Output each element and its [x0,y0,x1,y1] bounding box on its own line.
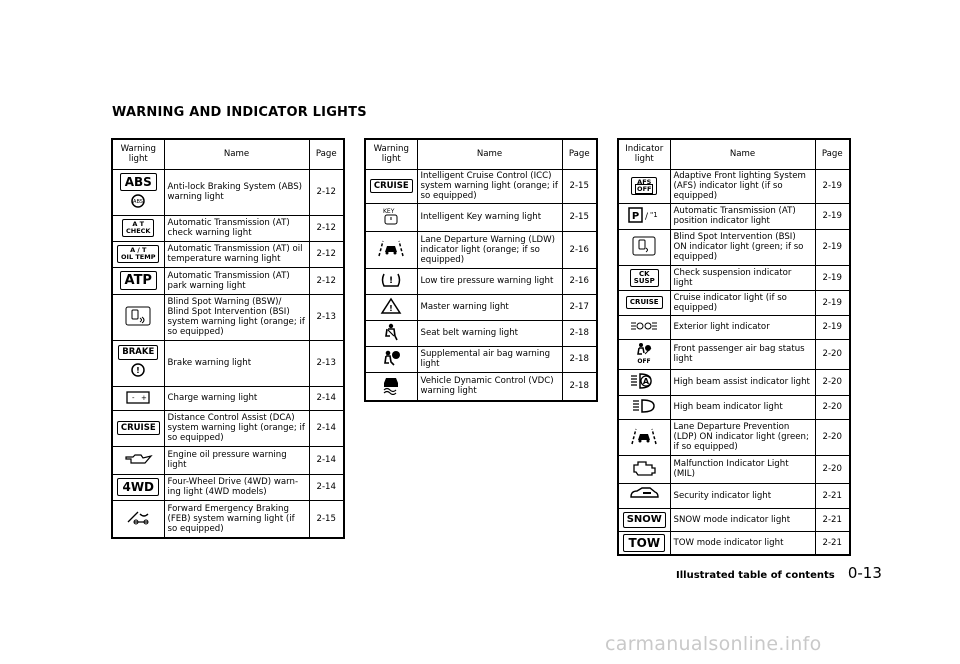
svg-text:OFF: OFF [637,357,651,364]
table-header-row [618,139,850,169]
page-footer [676,563,882,582]
row-page: 2-14 [309,410,344,446]
row-page: 2-18 [562,372,597,401]
table-row [112,410,344,446]
page-title: WARNING AND INDICATOR LIGHTS [112,105,367,120]
table-row [618,265,850,290]
warning-lights-table-2 [364,138,598,402]
svg-text:A: A [643,376,650,386]
row-page: 2-19 [815,229,850,265]
watermark: carmanualsonline.info [605,633,822,655]
row-name: Distance Control Assist (DCA) system warning light (orange; if so equipped) [164,410,309,446]
row-page: 2-15 [562,203,597,231]
row-name: Intelligent Key warning light [417,203,562,231]
at-oil-temp-icon: A / T OIL TEMP [112,241,164,267]
table-row [112,474,344,500]
table-row [112,500,344,538]
passenger-airbag-off-icon [618,339,670,369]
table-row [365,169,597,203]
row-page: 2-12 [309,241,344,267]
at-check-icon: A T CHECK [112,215,164,241]
row-name: Security indicator light [670,483,815,508]
seat-belt-icon [365,320,417,346]
row-page: 2-21 [815,531,850,555]
row-name: Cruise indicator light (if so equipped) [670,290,815,315]
header-name: Name [670,139,815,169]
table-row [365,203,597,231]
row-name: Charge warning light [164,386,309,410]
row-page: 2-12 [309,215,344,241]
row-name: Check suspension indicator light [670,265,815,290]
row-page: 2-20 [815,455,850,483]
row-page: 2-16 [562,268,597,294]
vdc-icon [365,372,417,401]
row-page: 2-12 [309,267,344,294]
table-header-row [112,139,344,169]
row-name: Automatic Transmission (AT) position indicator light [670,203,815,229]
indicator-lights-table [617,138,851,556]
row-name: Blind Spot Warning (BSW)/ Blind Spot Intervention (BSI) system warning light (orange; if so equipped) [164,294,309,340]
high-beam-icon [618,395,670,419]
row-name: Exterior light indicator [670,315,815,339]
snow-icon: SNOW [618,508,670,531]
row-name: Intelligent Cruise Control (ICC) system warning light (orange; if so equipped) [417,169,562,203]
table-row [365,320,597,346]
4wd-icon: 4WD [112,474,164,500]
feb-icon [112,500,164,538]
row-name: Master warning light [417,294,562,320]
at-position-icon [618,203,670,229]
svg-text:ABS: ABS [133,198,144,205]
row-name: Seat belt warning light [417,320,562,346]
cruise-icon: CRUISE [618,290,670,315]
row-name: Adaptive Front lighting System (AFS) indicator light (if so equipped) [670,169,815,203]
security-car-icon [618,483,670,508]
warning-lights-table-1 [111,138,345,539]
row-name: Automatic Transmission (AT) park warning light [164,267,309,294]
svg-text:P: P [632,210,640,222]
svg-text:/: / [645,211,649,222]
master-warning-icon [365,294,417,320]
table-row [618,290,850,315]
table-header-row [365,139,597,169]
table-row [365,231,597,268]
row-page: 2-17 [562,294,597,320]
brake-icon: BRAKE ! [112,340,164,386]
row-name: Blind Spot Intervention (BSI) ON indicator light (green; if so equipped) [670,229,815,265]
table-row [365,294,597,320]
table-row [112,169,344,215]
row-name: Front passenger air bag status light [670,339,815,369]
table-row [112,215,344,241]
table-row [618,531,850,555]
row-page: 2-21 [815,508,850,531]
row-page: 2-18 [562,320,597,346]
row-page: 2-19 [815,169,850,203]
header-light: Indicator light [618,139,670,169]
ck-susp-icon: CK SUSP [618,265,670,290]
bsi-on-icon [618,229,670,265]
footer-title: Illustrated table of contents [676,570,835,581]
svg-text:!: ! [136,365,141,375]
row-page: 2-14 [309,386,344,410]
row-page: 2-19 [815,290,850,315]
row-page: 2-20 [815,369,850,395]
key-icon [365,203,417,231]
row-name: High beam indicator light [670,395,815,419]
row-page: 2-15 [309,500,344,538]
row-page: 2-19 [815,265,850,290]
row-name: Engine oil pressure warning light [164,446,309,474]
row-name: Four-Wheel Drive (4WD) warn-ing light (4WD models) [164,474,309,500]
row-page: 2-18 [562,346,597,372]
header-name: Name [164,139,309,169]
svg-text:!: ! [389,303,394,313]
row-name: TOW mode indicator light [670,531,815,555]
row-name: Lane Departure Prevention (LDP) ON indicator light (green; if so equipped) [670,419,815,455]
table-row [618,203,850,229]
table-row [618,339,850,369]
cruise-icon: CRUISE [365,169,417,203]
table-row [618,315,850,339]
table-row [618,169,850,203]
afs-off-icon: AFS OFF [618,169,670,203]
row-page: 2-19 [815,315,850,339]
row-name: High beam assist indicator light [670,369,815,395]
table-row [365,372,597,401]
table-row [112,241,344,267]
row-page: 2-16 [562,231,597,268]
lane-departure-icon [365,231,417,268]
tire-pressure-icon [365,268,417,294]
row-page: 2-21 [815,483,850,508]
abs-icon: ABS ABS [112,169,164,215]
oil-can-icon [112,446,164,474]
row-name: Malfunction Indicator Light (MIL) [670,455,815,483]
row-page: 2-15 [562,169,597,203]
high-beam-assist-icon [618,369,670,395]
table-row [112,446,344,474]
cruise-icon: CRUISE [112,410,164,446]
table-row [112,267,344,294]
row-page: 2-13 [309,294,344,340]
row-page: 2-20 [815,395,850,419]
header-page: Page [309,139,344,169]
row-name: SNOW mode indicator light [670,508,815,531]
header-light: Warning light [112,139,164,169]
row-page: 2-12 [309,169,344,215]
header-light: Warning light [365,139,417,169]
row-name: Supplemental air bag warning light [417,346,562,372]
table-row [618,508,850,531]
ldp-icon [618,419,670,455]
exterior-light-icon [618,315,670,339]
row-name: Brake warning light [164,340,309,386]
row-page: 2-20 [815,419,850,455]
table-row [365,268,597,294]
table-row [618,395,850,419]
svg-text:-: - [132,393,135,402]
table-row [618,229,850,265]
engine-icon [618,455,670,483]
footer-page-number: 0-13 [847,564,882,582]
battery-icon [112,386,164,410]
row-page: 2-14 [309,446,344,474]
row-name: Low tire pressure warning light [417,268,562,294]
row-page: 2-14 [309,474,344,500]
header-page: Page [562,139,597,169]
row-page: 2-13 [309,340,344,386]
row-name: Automatic Transmission (AT) check warning light [164,215,309,241]
svg-text:KEY: KEY [383,207,395,215]
table-row [112,340,344,386]
row-name: Lane Departure Warning (LDW) indicator light (orange; if so equipped) [417,231,562,268]
row-page: 2-19 [815,203,850,229]
table-row [618,369,850,395]
tow-icon: TOW [618,531,670,555]
table-row [618,483,850,508]
row-name: Automatic Transmission (AT) oil temperature warning light [164,241,309,267]
table-row [112,294,344,340]
svg-text:!: ! [389,275,394,286]
table-row [365,346,597,372]
row-name: Vehicle Dynamic Control (VDC) warning light [417,372,562,401]
blind-spot-icon [112,294,164,340]
svg-text:"1: "1 [650,210,658,219]
row-name: Forward Emergency Braking (FEB) system warning light (if so equipped) [164,500,309,538]
header-page: Page [815,139,850,169]
svg-text:+: + [141,393,148,402]
table-row [618,419,850,455]
header-name: Name [417,139,562,169]
row-name: Anti-lock Braking System (ABS) warning light [164,169,309,215]
atp-icon: ATP [112,267,164,294]
table-row [618,455,850,483]
airbag-icon [365,346,417,372]
table-row [112,386,344,410]
row-page: 2-20 [815,339,850,369]
